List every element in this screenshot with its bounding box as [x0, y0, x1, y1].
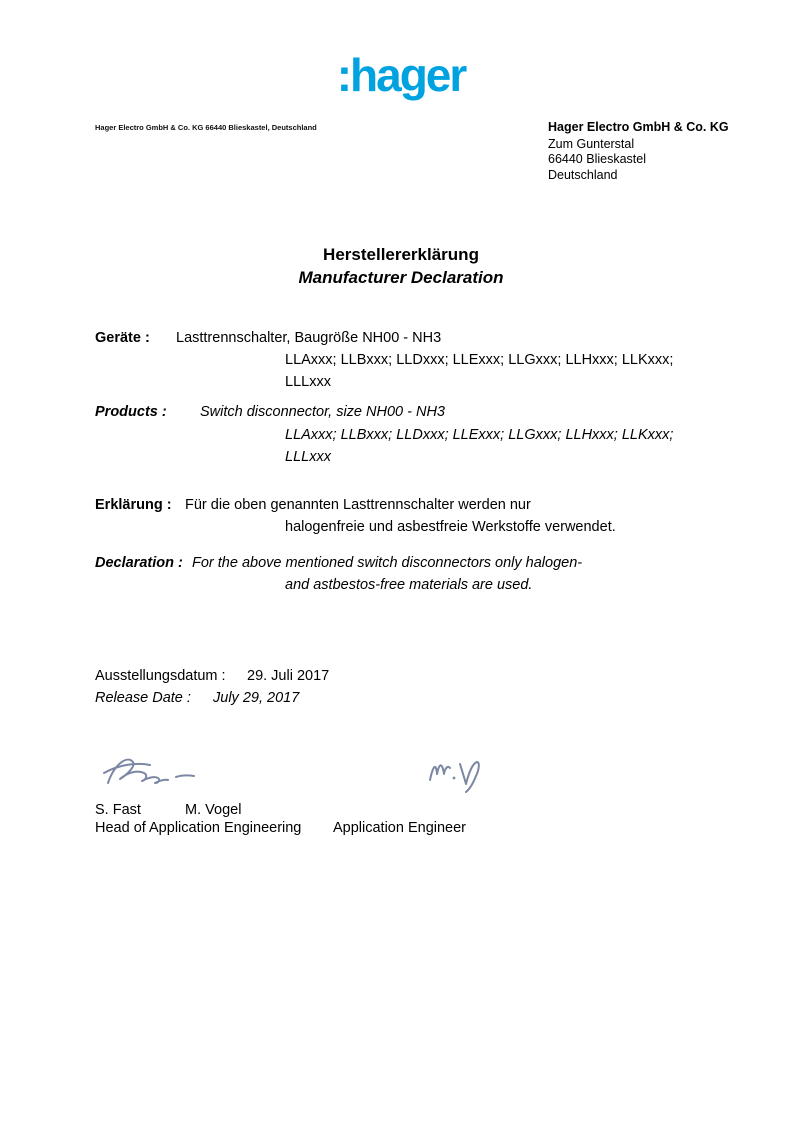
signature-m-vogel: [424, 750, 492, 796]
sender-reference-line: Hager Electro GmbH & Co. KG 66440 Blieskastel, Deutschland: [95, 123, 317, 132]
signatory-2-title: Application Engineer: [333, 820, 467, 836]
devices-description: Lasttrennschalter, Baugröße NH00 - NH3: [176, 330, 442, 346]
hager-logo: :hager: [336, 49, 466, 101]
signatory-1-title: Head of Application Engineering: [95, 820, 302, 836]
products-description: Switch disconnector, size NH00 - NH3: [200, 404, 445, 420]
statement-english-line1: For the above mentioned switch disconnectors only halogen-: [192, 555, 583, 571]
signature-s-fast: [100, 752, 200, 794]
devices-label: Geräte :: [95, 330, 150, 346]
statement-german-line2: halogenfreie und asbestfreie Werkstoffe verwendet.: [285, 519, 616, 535]
statement-english-line2: and astbestos-free materials are used.: [285, 577, 533, 593]
issue-date-label-english: Release Date :: [95, 690, 191, 706]
statement-german-line1: Für die oben genannten Lasttrennschalter werden nur: [185, 497, 531, 513]
issue-date-value-german: 29. Juli 2017: [247, 668, 330, 684]
products-label: Products :: [95, 404, 167, 420]
products-model-list-line1: LLAxxx; LLBxxx; LLDxxx; LLExxx; LLGxxx; LLHxxx; LLKxxx;: [285, 427, 674, 443]
statement-label-english: Declaration :: [95, 555, 183, 571]
issue-date-label-german: Ausstellungsdatum :: [95, 668, 226, 684]
statement-label-german: Erklärung :: [95, 497, 172, 513]
products-model-list-line2: LLLxxx: [285, 449, 331, 465]
address-company: Hager Electro GmbH & Co. KG: [548, 120, 729, 134]
address-country: Deutschland: [548, 167, 618, 182]
signatory-2-name: M. Vogel: [185, 802, 242, 818]
signatory-1-name: S. Fast: [95, 802, 141, 818]
document-title-german: Herstellererklärung: [323, 245, 479, 264]
document-title-english: Manufacturer Declaration: [298, 268, 504, 287]
devices-model-list-line1: LLAxxx; LLBxxx; LLDxxx; LLExxx; LLGxxx; LLHxxx; LLKxxx;: [285, 352, 674, 368]
address-block: [548, 120, 729, 183]
address-street: Zum Gunterstal: [548, 136, 635, 151]
devices-model-list-line2: LLLxxx: [285, 374, 331, 390]
issue-date-value-english: July 29, 2017: [213, 690, 300, 706]
address-city: 66440 Blieskastel: [548, 152, 646, 166]
